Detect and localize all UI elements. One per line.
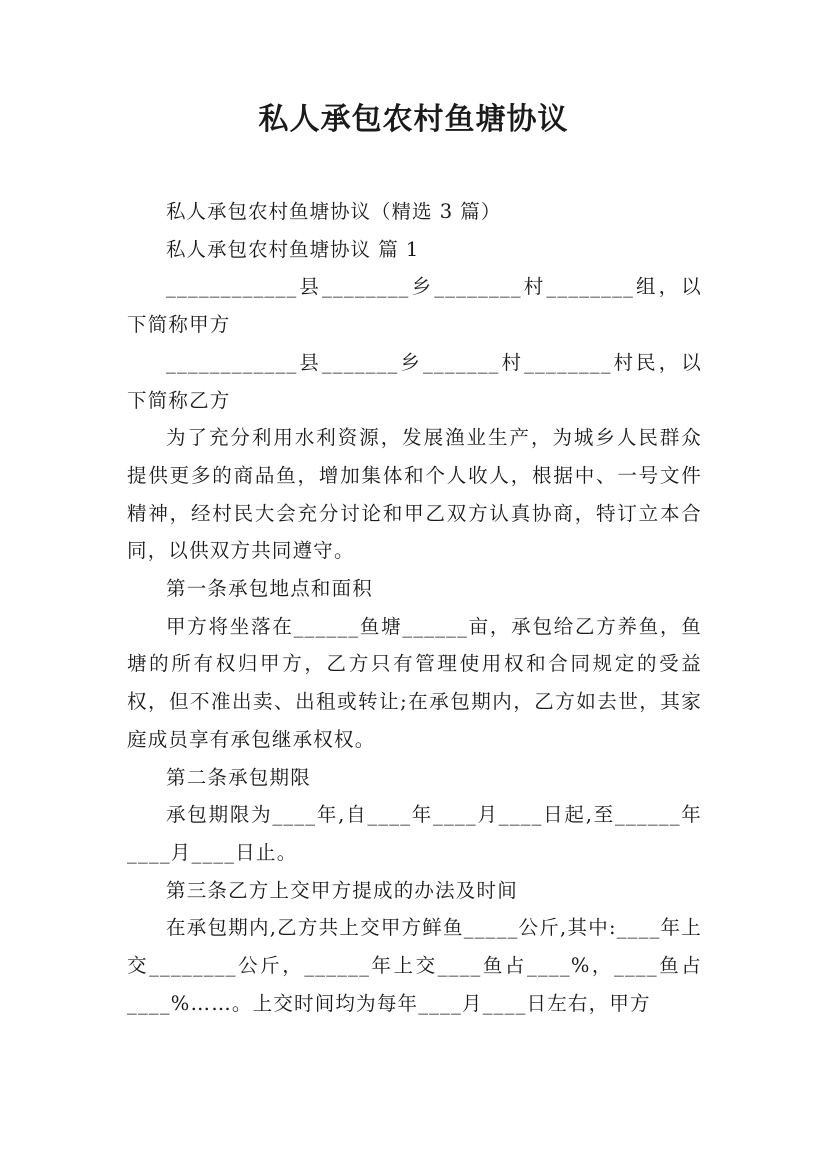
- section-heading: 私人承包农村鱼塘协议 篇 1: [166, 237, 420, 261]
- document-body: [127, 193, 702, 1022]
- party-b-paragraph: ____________县_______乡_______村________村民，以下简称乙方: [127, 350, 702, 412]
- preamble-paragraph: 为了充分利用水利资源，发展渔业生产，为城乡人民群众提供更多的商品鱼，增加集体和个人收人，根据中、一号文件精神，经村民大会充分讨论和甲乙双方认真协商，特订立本合同，以供双方共同遵守。: [127, 426, 702, 563]
- article-2-paragraph: 承包期限为____年,自____年____月____日起,至______年____月____日止。: [127, 803, 702, 864]
- document-subtitle: 私人承包农村鱼塘协议（精选 3 篇）: [166, 200, 502, 223]
- article-3-heading: 第三条乙方上交甲方提成的办法及时间: [166, 878, 518, 902]
- article-1-heading: 第一条承包地点和面积: [166, 577, 374, 601]
- party-a-paragraph: ____________县________乡________村________组，以下简称甲方: [127, 275, 702, 337]
- document-title: 私人承包农村鱼塘协议: [258, 102, 569, 137]
- article-1-paragraph: 甲方将坐落在______鱼塘______亩，承包给乙方养鱼，鱼塘的所有权归甲方，乙方只有管理使用权和合同规定的受益权，但不准出卖、出租或转让;在承包期内，乙方如去世，其家庭成员享有承包继承权权。: [127, 614, 702, 751]
- article-3-paragraph: 在承包期内,乙方共上交甲方鲜鱼_____公斤,其中:____年上交________公斤，______年上交____鱼占____%，____鱼占____%……。上交时间均为每年____月____日左右，甲方: [127, 916, 702, 1015]
- article-2-heading: 第二条承包期限: [166, 765, 311, 789]
